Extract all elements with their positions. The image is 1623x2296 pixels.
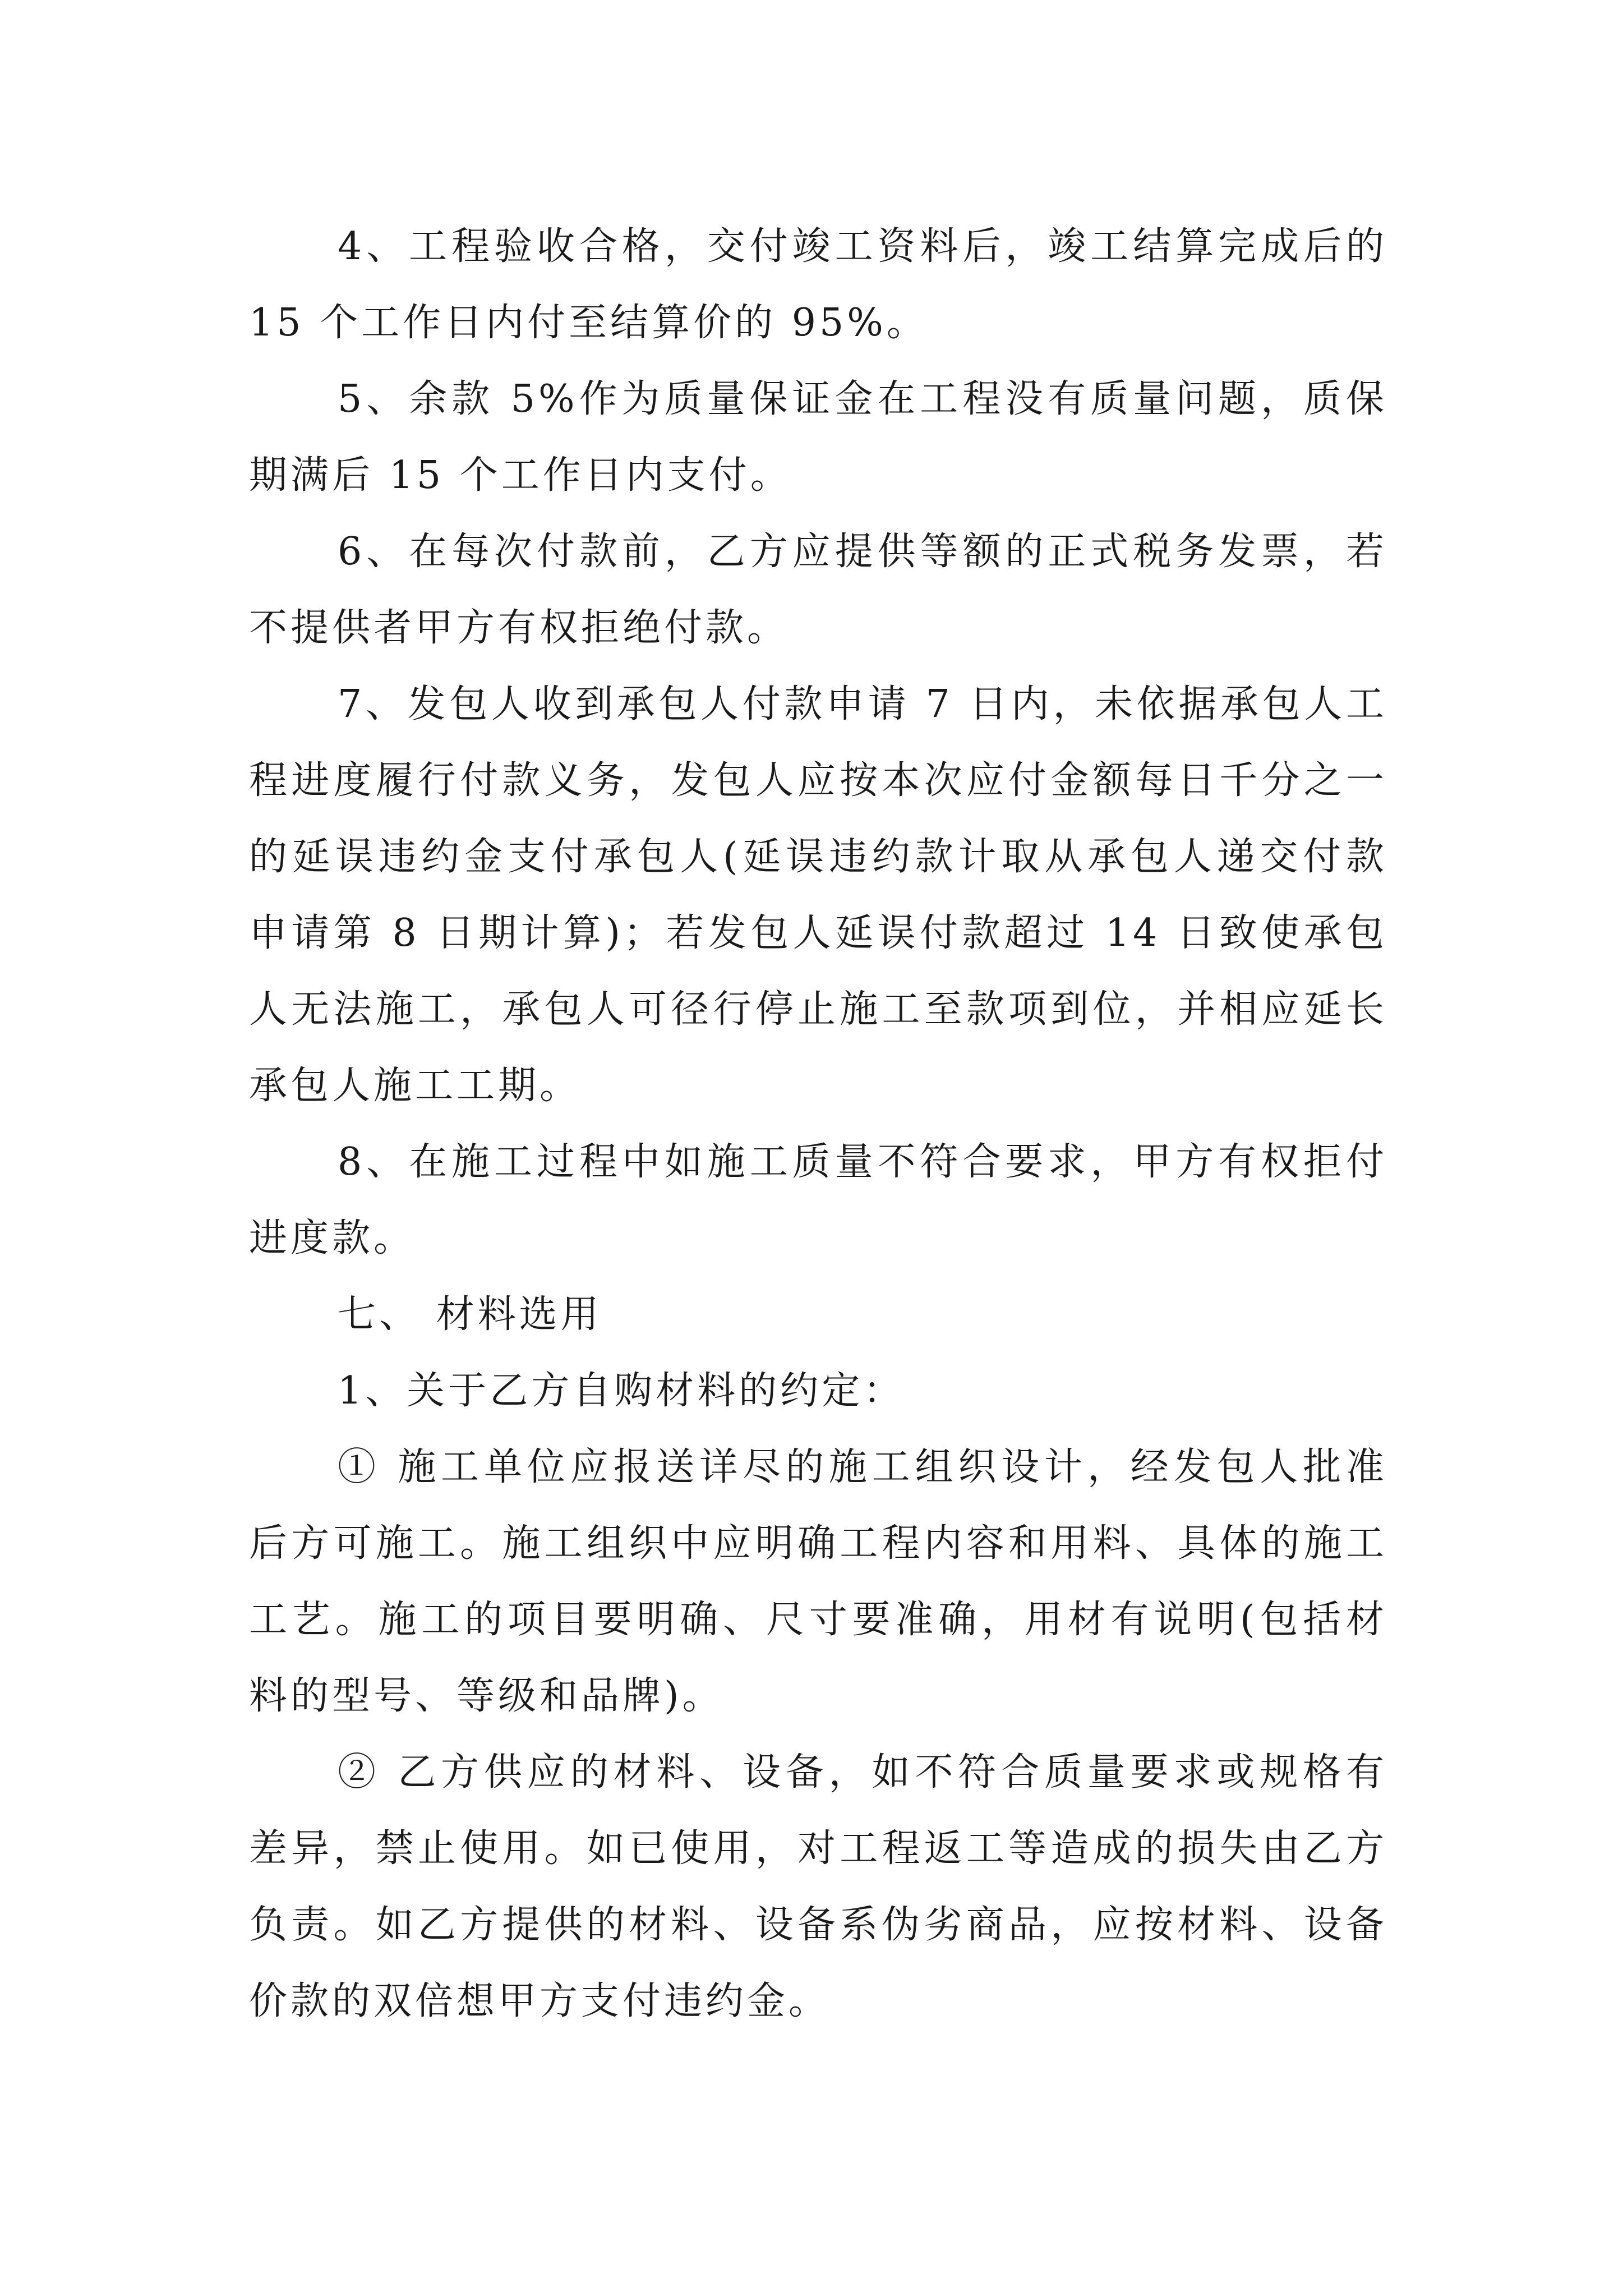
document-body — [249, 209, 1387, 2040]
paragraph-payment-clause-4: 4、工程验收合格，交付竣工资料后，竣工结算完成后的 15 个工作日内付至结算价的 95%。 — [249, 224, 1387, 345]
paragraph-materials-clause-1: 1、关于乙方自购材料的约定： — [338, 1369, 905, 1413]
paragraph-materials-item-1: ① 施工单位应报送详尽的施工组织设计，经发包人批准后方可施工。施工组织中应明确工程内容和用料、具体的施工工艺。施工的项目要明确、尺寸要准确，用材有说明(包括材料的型号、等级和品牌)。 — [249, 1445, 1387, 1718]
paragraph-materials-item-2: ② 乙方供应的材料、设备，如不符合质量要求或规格有差异，禁止使用。如已使用，对工程返工等造成的损失由乙方负责。如乙方提供的材料、设备系伪劣商品，应按材料、设备价款的双倍想甲方支付违约金。 — [249, 1750, 1387, 2023]
paragraph-payment-clause-8: 8、在施工过程中如施工质量不符合要求，甲方有权拒付进度款。 — [249, 1140, 1387, 1260]
paragraph-payment-clause-7: 7、发包人收到承包人付款申请 7 日内，未依据承包人工程进度履行付款义务，发包人应按本次应付金额每日千分之一的延误违约金支付承包人(延误违约款计取从承包人递交付款申请第 8 日期计算)；若发包人延误付款超过 14 日致使承包人无法施工，承包人可径行停止施工至款项到位，并相应延长承包人施工工期。 — [249, 682, 1387, 1108]
paragraph-payment-clause-5: 5、余款 5%作为质量保证金在工程没有质量问题，质保期满后 15 个工作日内支付。 — [249, 377, 1387, 498]
section-heading-materials: 七、 材料选用 — [338, 1292, 602, 1337]
paragraph-payment-clause-6: 6、在每次付款前，乙方应提供等额的正式税务发票，若不提供者甲方有权拒绝付款。 — [249, 530, 1387, 650]
